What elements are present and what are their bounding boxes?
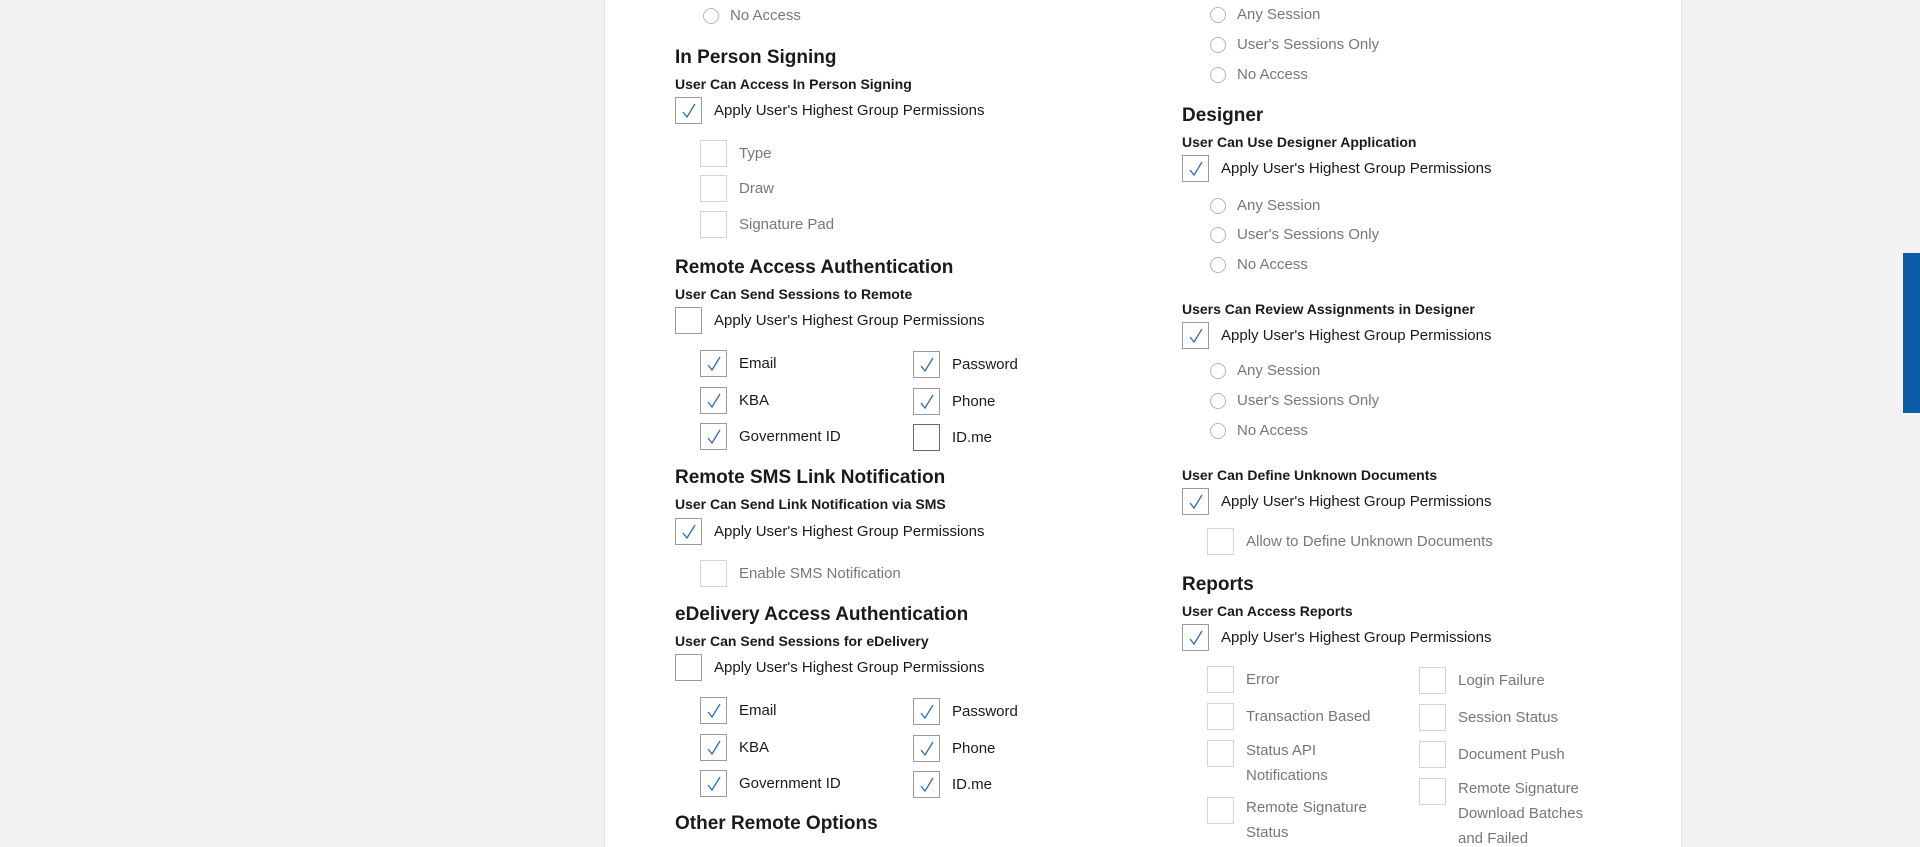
report-remote-download-checkbox[interactable]: Remote Signature Download Batches and Failed xyxy=(1419,778,1598,847)
in-person-subtitle: User Can Access In Person Signing xyxy=(675,76,912,92)
report-login-failure-checkbox[interactable]: Login Failure xyxy=(1419,667,1598,694)
radio-empty-icon[interactable] xyxy=(1210,198,1226,214)
designer-title: Designer xyxy=(1182,105,1264,126)
enable-sms-checkbox[interactable]: Enable SMS Notification xyxy=(700,560,901,587)
remote-auth-apply-checkbox[interactable]: Apply User's Highest Group Permissions xyxy=(675,307,984,334)
checkbox-disabled[interactable] xyxy=(700,211,727,238)
option-draw[interactable]: Draw xyxy=(700,175,774,202)
checkmark-icon xyxy=(705,355,723,373)
edelivery-subtitle: User Can Send Sessions for eDelivery xyxy=(675,633,929,649)
radio-empty-icon[interactable] xyxy=(1210,393,1226,409)
checkmark-icon xyxy=(1187,160,1205,178)
other-remote-title: Other Remote Options xyxy=(675,813,878,834)
checkmark-icon xyxy=(918,703,936,721)
checkmark-icon xyxy=(680,102,698,120)
review-apply-checkbox[interactable]: Apply User's Highest Group Permissions xyxy=(1182,322,1491,349)
checkmark-icon xyxy=(1187,493,1205,511)
designer-any-session-radio[interactable]: Any Session xyxy=(1210,197,1320,214)
edelivery-government-id-checkbox[interactable]: Government ID xyxy=(700,770,841,797)
unknown-docs-apply-checkbox[interactable]: Apply User's Highest Group Permissions xyxy=(1182,488,1491,515)
in-person-apply-checkbox[interactable]: Apply User's Highest Group Permissions xyxy=(675,97,984,124)
radio-empty-icon[interactable] xyxy=(1210,67,1226,83)
option-signature-pad[interactable]: Signature Pad xyxy=(700,211,834,238)
checkmark-icon xyxy=(680,523,698,541)
reports-title: Reports xyxy=(1182,574,1254,595)
edelivery-idme-checkbox[interactable]: ID.me xyxy=(913,771,992,798)
checkbox-disabled[interactable] xyxy=(700,140,727,167)
report-transaction-checkbox[interactable]: Transaction Based xyxy=(1207,703,1386,730)
sms-title: Remote SMS Link Notification xyxy=(675,467,946,488)
checkmark-icon xyxy=(918,356,936,374)
checkmark-icon xyxy=(918,776,936,794)
edelivery-phone-checkbox[interactable]: Phone xyxy=(913,735,995,762)
remote-idme-checkbox[interactable]: ID.me xyxy=(913,424,992,451)
edelivery-email-checkbox[interactable]: Email xyxy=(700,697,777,724)
designer-no-access-radio[interactable]: No Access xyxy=(1210,256,1308,273)
radio-empty-icon[interactable] xyxy=(1210,227,1226,243)
designer-apply-checkbox[interactable]: Apply User's Highest Group Permissions xyxy=(1182,155,1491,182)
edelivery-password-checkbox[interactable]: Password xyxy=(913,698,1018,725)
remote-phone-checkbox[interactable]: Phone xyxy=(913,388,995,415)
remote-government-id-checkbox[interactable]: Government ID xyxy=(700,423,841,450)
review-no-access-radio[interactable]: No Access xyxy=(1210,422,1308,439)
radio-any-session-top[interactable]: Any Session xyxy=(1210,6,1320,23)
checkmark-icon xyxy=(1187,327,1205,345)
review-any-session-radio[interactable]: Any Session xyxy=(1210,362,1320,379)
reports-subtitle: User Can Access Reports xyxy=(1182,603,1353,619)
remote-auth-title: Remote Access Authentication xyxy=(675,257,954,278)
checkmark-icon xyxy=(1187,629,1205,647)
checkmark-icon xyxy=(705,392,723,410)
checkbox-unchecked[interactable] xyxy=(675,307,702,334)
review-subtitle: Users Can Review Assignments in Designer xyxy=(1182,301,1475,317)
checkbox-disabled[interactable] xyxy=(700,175,727,202)
in-person-title: In Person Signing xyxy=(675,47,837,68)
radio-empty-icon[interactable] xyxy=(1210,423,1226,439)
radio-users-sessions-top[interactable]: User's Sessions Only xyxy=(1210,36,1379,53)
radio-no-access-top[interactable]: No Access xyxy=(703,7,801,24)
unknown-docs-subtitle: User Can Define Unknown Documents xyxy=(1182,467,1438,483)
radio-empty-icon[interactable] xyxy=(1210,363,1226,379)
checkmark-icon xyxy=(918,393,936,411)
radio-empty-icon[interactable] xyxy=(1210,37,1226,53)
sms-subtitle: User Can Send Link Notification via SMS xyxy=(675,496,946,512)
checkmark-icon xyxy=(705,702,723,720)
edelivery-apply-checkbox[interactable]: Apply User's Highest Group Permissions xyxy=(675,654,984,681)
report-status-api-checkbox[interactable]: Status API Notifications xyxy=(1207,740,1366,788)
allow-unknown-docs-checkbox[interactable]: Allow to Define Unknown Documents xyxy=(1207,528,1493,555)
remote-auth-subtitle: User Can Send Sessions to Remote xyxy=(675,286,913,302)
checkmark-icon xyxy=(918,740,936,758)
checkbox-checked[interactable] xyxy=(675,97,702,124)
edelivery-title: eDelivery Access Authentication xyxy=(675,604,969,625)
remote-password-checkbox[interactable]: Password xyxy=(913,351,1018,378)
designer-users-sessions-radio[interactable]: User's Sessions Only xyxy=(1210,226,1379,243)
designer-subtitle: User Can Use Designer Application xyxy=(1182,134,1417,150)
report-remote-signature-status-checkbox[interactable]: Remote Signature Status xyxy=(1207,797,1386,845)
checkmark-icon xyxy=(705,739,723,757)
radio-empty-icon[interactable] xyxy=(703,8,719,24)
scrollbar-thumb[interactable] xyxy=(1903,253,1920,413)
permissions-panel xyxy=(604,0,1682,847)
review-users-sessions-radio[interactable]: User's Sessions Only xyxy=(1210,392,1379,409)
radio-empty-icon[interactable] xyxy=(1210,257,1226,273)
remote-kba-checkbox[interactable]: KBA xyxy=(700,387,769,414)
edelivery-kba-checkbox[interactable]: KBA xyxy=(700,734,769,761)
report-session-status-checkbox[interactable]: Session Status xyxy=(1419,704,1598,731)
remote-email-checkbox[interactable]: Email xyxy=(700,350,777,377)
option-type[interactable]: Type xyxy=(700,140,772,167)
sms-apply-checkbox[interactable]: Apply User's Highest Group Permissions xyxy=(675,518,984,545)
radio-empty-icon[interactable] xyxy=(1210,7,1226,23)
checkmark-icon xyxy=(705,775,723,793)
report-document-push-checkbox[interactable]: Document Push xyxy=(1419,741,1598,768)
report-error-checkbox[interactable]: Error xyxy=(1207,666,1386,693)
radio-no-access-right-top[interactable]: No Access xyxy=(1210,66,1308,83)
reports-apply-checkbox[interactable]: Apply User's Highest Group Permissions xyxy=(1182,624,1491,651)
checkmark-icon xyxy=(705,428,723,446)
